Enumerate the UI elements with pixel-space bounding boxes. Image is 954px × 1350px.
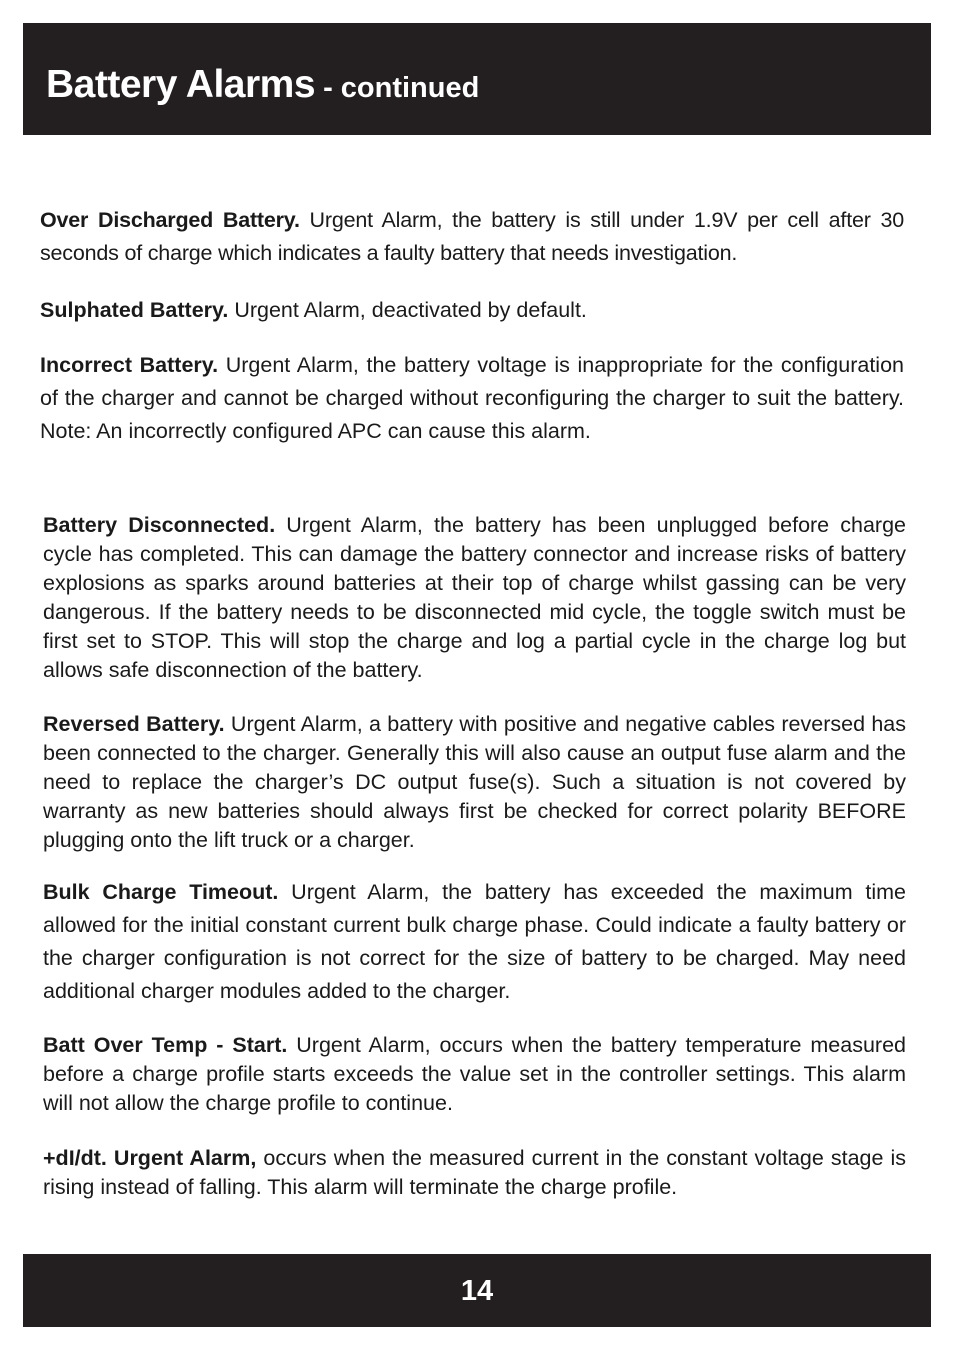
alarm-description: Urgent Alarm, the battery has exceeded the maximum time allowed for the initial constant current bulk charge phase. Could indicate a faulty battery or the charger configuration is not correct for the size of battery to be charged. May need additional charger modules added to the charger. bbox=[43, 880, 906, 1003]
alarm-description: Urgent Alarm, the battery is still under 1.9V per cell after 30 seconds of charge which indicates a faulty battery that needs investigation. bbox=[40, 208, 904, 265]
alarm-sulphated-battery bbox=[40, 294, 904, 327]
alarm-bulk-charge-timeout bbox=[43, 876, 906, 1008]
alarm-term: Sulphated Battery. bbox=[40, 298, 229, 322]
alarm-term: +dI/dt. Urgent Alarm, bbox=[43, 1146, 257, 1170]
alarm-description: Urgent Alarm, the battery has been unplugged before charge cycle has completed. This can damage the battery connector and increase risks of battery explosions as sparks around batteries at their top of charge whilst gassing can be very dangerous. If the battery needs to be disconnected mid cycle, the toggle switch must be first set to STOP. This will stop the charge and log a partial cycle in the charge log but allows safe disconnection of the battery. bbox=[43, 513, 907, 682]
alarm-battery-disconnected bbox=[43, 511, 906, 685]
alarm-description: Urgent Alarm, deactivated by default. bbox=[228, 298, 587, 322]
alarm-description: Urgent Alarm, the battery voltage is inappropriate for the configuration of the charger and cannot be charged without reconfiguring the charger to suit the battery. Note: An incorrectly configured APC can cause this alarm. bbox=[40, 353, 904, 443]
footer-bar bbox=[23, 1254, 931, 1327]
alarm-reversed-battery bbox=[43, 710, 906, 855]
page-title-main: Battery Alarms bbox=[46, 63, 316, 106]
alarm-description: Urgent Alarm, a battery with positive and negative cables reversed has been connected to the charger. Generally this will also cause an output fuse alarm and the need to replace the charger’s DC output fuse(s). Such a situation is not covered by warranty as new batteries should always first be checked for correct polarity BEFORE plugging onto the lift truck or a charger. bbox=[43, 712, 907, 852]
page-title-suffix: - continued bbox=[315, 72, 480, 104]
page-title bbox=[46, 63, 931, 110]
alarm-term: Over Discharged Battery. bbox=[40, 208, 300, 232]
alarm-description: occurs when the measured current in the constant voltage stage is rising instead of falling. This alarm will terminate the charge profile. bbox=[43, 1146, 907, 1199]
page-number: 14 bbox=[460, 1274, 494, 1307]
alarm-di-dt bbox=[43, 1144, 906, 1202]
alarm-description: Urgent Alarm, occurs when the battery temperature measured before a charge profile starts exceeds the value set in the controller settings. This alarm will not allow the charge profile to continue. bbox=[43, 1033, 906, 1115]
header-bar bbox=[23, 23, 931, 135]
alarm-term: Batt Over Temp - Start. bbox=[43, 1033, 288, 1057]
alarm-term: Reversed Battery. bbox=[43, 712, 225, 736]
alarm-over-discharged-battery bbox=[40, 204, 904, 270]
alarm-batt-over-temp-start bbox=[43, 1031, 906, 1118]
alarm-term: Incorrect Battery. bbox=[40, 353, 219, 377]
alarm-incorrect-battery bbox=[40, 349, 904, 448]
alarm-term: Battery Disconnected. bbox=[43, 513, 276, 537]
alarm-term: Bulk Charge Timeout. bbox=[43, 880, 279, 904]
